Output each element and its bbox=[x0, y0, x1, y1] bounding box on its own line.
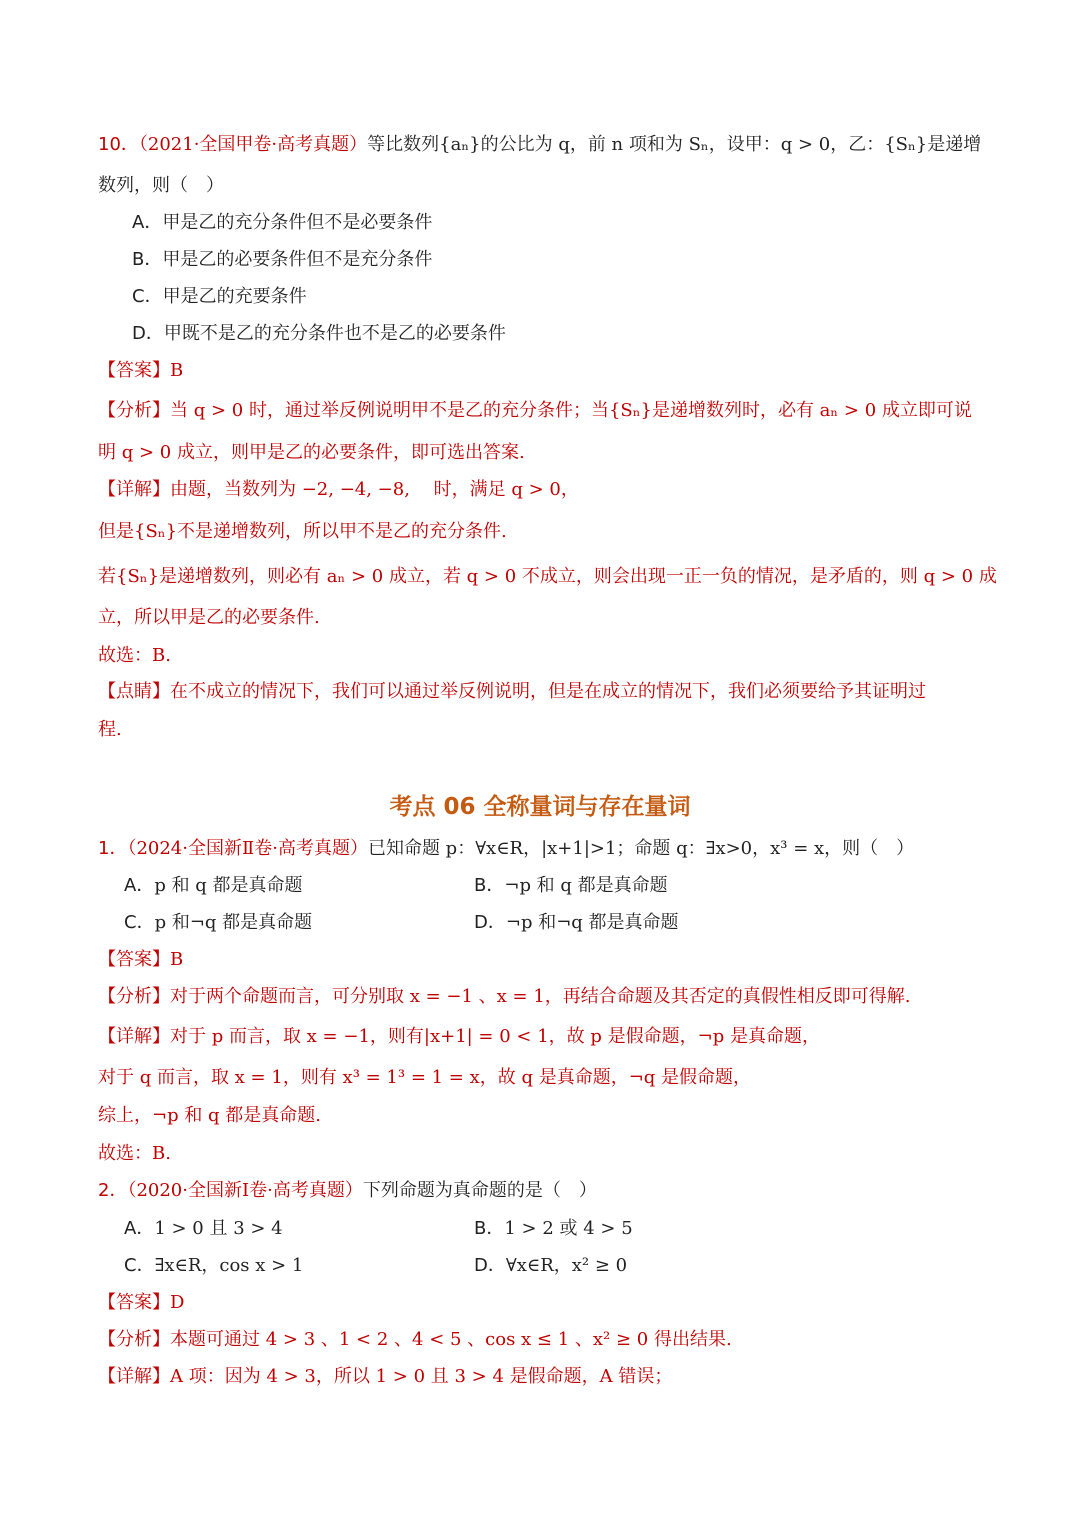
section-title: 考点 06 全称量词与存在量词 bbox=[389, 794, 691, 820]
q1-detail-line2: 对于 q 而言，取 x = 1，则有 x³ = 1³ = 1 = x，故 q 是真命题，¬q 是假命题， bbox=[98, 1067, 752, 1088]
q1-source: （2024·全国新Ⅱ卷·高考真题） bbox=[127, 838, 368, 859]
q10-option-a: A．甲是乙的充分条件但不是必要条件 bbox=[132, 212, 433, 233]
q1-conclusion: 故选：B. bbox=[98, 1143, 171, 1164]
q10-option-c: C．甲是乙的充要条件 bbox=[132, 286, 307, 307]
q2-option-d: D．∀x∈R，x² ≥ 0 bbox=[474, 1255, 628, 1276]
q1-analysis: 【分析】对于两个命题而言，可分别取 x = −1 、x = 1，再结合命题及其否定的真假性相反即可得解. bbox=[98, 986, 911, 1007]
q10-comment-line2: 程. bbox=[98, 719, 122, 740]
q1-option-a: A．p 和 q 都是真命题 bbox=[124, 875, 303, 896]
q10-detail-line3: 若{Sₙ}是递增数列，则必有 aₙ > 0 成立，若 q > 0 不成立，则会出现一正一负的情况，是矛盾的，则 q > 0 成 bbox=[98, 566, 997, 587]
q2-stem: 2．（2020·全国新Ⅰ卷·高考真题）下列命题为真命题的是（ ） bbox=[98, 1180, 597, 1201]
q10-stem-line1 bbox=[98, 134, 981, 156]
q10-detail-line2: 但是{Sₙ}不是递增数列，所以甲不是乙的充分条件. bbox=[98, 521, 507, 542]
q1-stem: 1．（2024·全国新Ⅱ卷·高考真题）已知命题 p：∀x∈R，|x+1|>1；命题 q：∃x>0，x³ = x，则（ ） bbox=[98, 838, 915, 859]
q10-number: 10． bbox=[98, 134, 139, 155]
q10-analysis-line1: 【分析】当 q > 0 时，通过举反例说明甲不是乙的充分条件；当{Sₙ}是递增数列时，必有 aₙ > 0 成立即可说 bbox=[98, 400, 972, 421]
q10-detail-line1: 【详解】由题，当数列为 −2, −4, −8, 时，满足 q > 0， bbox=[98, 479, 579, 500]
q2-detail-line1: 【详解】A 项：因为 4 > 3，所以 1 > 0 且 3 > 4 是假命题，A 错误； bbox=[98, 1366, 673, 1387]
q10-detail-line4: 立，所以甲是乙的必要条件. bbox=[98, 607, 320, 628]
q10-conclusion: 故选：B. bbox=[98, 645, 171, 666]
q1-option-b: B．¬p 和 q 都是真命题 bbox=[474, 875, 668, 896]
q1-number: 1． bbox=[98, 838, 128, 859]
q2-analysis: 【分析】本题可通过 4 > 3 、1 < 2 、4 < 5 、cos x ≤ 1 、x² ≥ 0 得出结果. bbox=[98, 1329, 732, 1350]
q2-option-a: A．1 > 0 且 3 > 4 bbox=[124, 1218, 283, 1239]
q10-stem-text: 等比数列{aₙ}的公比为 q，前 n 项和为 Sₙ，设甲：q > 0，乙：{Sₙ}是递增 bbox=[367, 134, 982, 155]
q1-option-c: C．p 和¬q 都是真命题 bbox=[124, 912, 313, 933]
q10-answer: 【答案】B bbox=[98, 360, 184, 381]
q1-detail-line3: 综上，¬p 和 q 都是真命题. bbox=[98, 1105, 322, 1126]
q2-option-c: C．∃x∈R，cos x > 1 bbox=[124, 1255, 304, 1276]
q1-answer: 【答案】B bbox=[98, 949, 184, 970]
q2-answer: 【答案】D bbox=[98, 1292, 185, 1313]
q10-analysis-line2: 明 q > 0 成立，则甲是乙的必要条件，即可选出答案. bbox=[98, 442, 525, 463]
q10-source: （2021·全国甲卷·高考真题） bbox=[138, 134, 368, 155]
q1-detail-line1: 【详解】对于 p 而言，取 x = −1，则有|x+1| = 0 < 1，故 p 是假命题，¬p 是真命题， bbox=[98, 1026, 820, 1047]
q10-option-b: B．甲是乙的必要条件但不是充分条件 bbox=[132, 249, 433, 270]
q2-number: 2． bbox=[98, 1180, 128, 1201]
q2-option-b: B．1 > 2 或 4 > 5 bbox=[474, 1218, 633, 1239]
q10-stem-line2: 数列，则（ ） bbox=[98, 175, 224, 196]
q10-comment-line1: 【点睛】在不成立的情况下，我们可以通过举反例说明，但是在成立的情况下，我们必须要给予其证明过 bbox=[98, 681, 926, 702]
q10-option-d: D．甲既不是乙的充分条件也不是乙的必要条件 bbox=[132, 323, 506, 344]
q2-source: （2020·全国新Ⅰ卷·高考真题） bbox=[127, 1180, 363, 1201]
q1-option-d: D．¬p 和¬q 都是真命题 bbox=[474, 912, 679, 933]
